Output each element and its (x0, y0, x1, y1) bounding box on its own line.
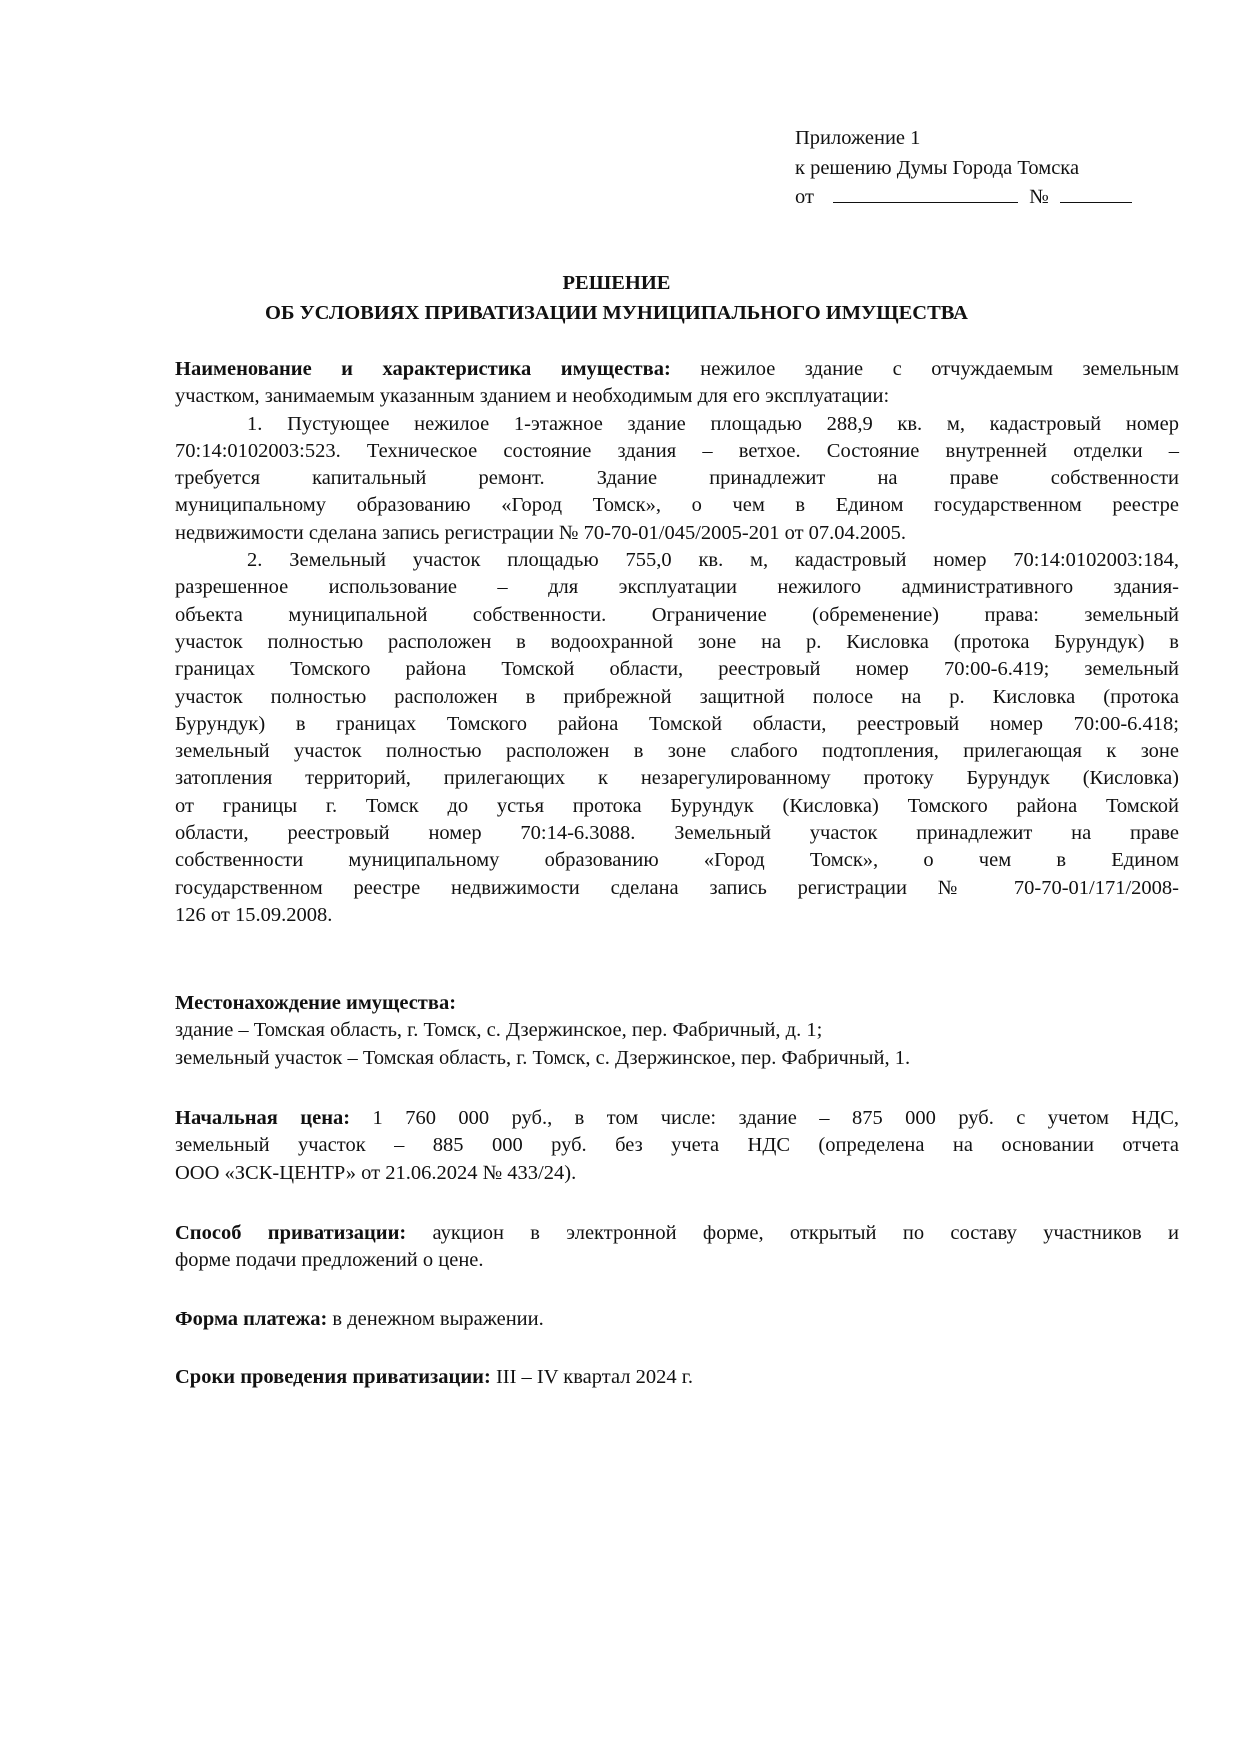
number-label: № (1029, 186, 1049, 208)
from-label: от (795, 186, 814, 208)
terms-label: Сроки проведения приватизации: (175, 1366, 491, 1388)
item1-line: 70:14:0102003:523. Техническое состояние здания – ветхое. Состояние внутренней отделки – (175, 439, 1179, 462)
appendix-reference: к решению Думы Города Томска (795, 156, 1080, 179)
text: нежилое здание с отчуждаемым земельным (670, 358, 1180, 380)
terms-section (175, 1364, 1179, 1391)
property-intro-line: участком, занимаемым указанным зданием и необходимым для его эксплуатации: (175, 385, 890, 408)
property-intro-line (175, 356, 1179, 383)
item2-line: участок полностью расположен в прибрежной защитной полосе на р. Кисловка (протока (175, 685, 1179, 708)
item2-line: от границы г. Томск до устья протока Бурундук (Кисловка) Томского района Томской (175, 794, 1179, 817)
location-section (175, 990, 1179, 1072)
item1-line: требуется капитальный ремонт. Здание принадлежит на праве собственности (175, 467, 1179, 490)
item2-line: 126 от 15.09.2008. (175, 903, 333, 926)
price-label: Начальная цена: (175, 1107, 351, 1129)
item2-line: затопления территорий, прилегающих к незарегулированному протоку Бурундук (Кисловка) (175, 767, 1179, 790)
item1-line: недвижимости сделана запись регистрации № 70-70-01/045/2005-201 от 07.04.2005. (175, 521, 907, 544)
method-section (175, 1220, 1179, 1275)
text: в денежном выражении. (327, 1308, 544, 1330)
location-building: здание – Томская область, г. Томск, с. Дзержинское, пер. Фабричный, д. 1; (175, 1019, 823, 1042)
appendix-date-number-line (795, 183, 1132, 213)
price-line: земельный участок – 885 000 руб. без учета НДС (определена на основании отчета (175, 1134, 1179, 1157)
payment-label: Форма платежа: (175, 1308, 328, 1330)
text: 1 760 000 руб., в том числе: здание – 875 000 руб. с учетом НДС, (350, 1107, 1179, 1129)
title-line-1: РЕШЕНИЕ (562, 272, 671, 294)
appendix-header (795, 124, 1132, 213)
terms-line (175, 1364, 1179, 1391)
document-title (0, 268, 1233, 328)
method-label: Способ приватизации: (175, 1222, 407, 1244)
location-land: земельный участок – Томская область, г. Томск, с. Дзержинское, пер. Фабричный, 1. (175, 1046, 911, 1069)
property-label: Наименование и характеристика имущества: (175, 358, 671, 380)
text: аукцион в электронной форме, открытый по составу участников и (406, 1222, 1179, 1244)
payment-section (175, 1306, 1179, 1333)
text: III – IV квартал 2024 г. (490, 1366, 693, 1388)
price-section (175, 1105, 1179, 1187)
number-blank (1060, 184, 1132, 203)
location-label: Местонахождение имущества: (175, 992, 457, 1014)
method-line (175, 1220, 1179, 1247)
method-line: форме подачи предложений о цене. (175, 1249, 484, 1272)
item1-line: 1. Пустующее нежилое 1-этажное здание площадью 288,9 кв. м, кадастровый номер (247, 412, 1179, 435)
item1-line: муниципальному образованию «Город Томск», о чем в Едином государственном реестре (175, 494, 1179, 517)
appendix-number: Приложение 1 (795, 127, 921, 149)
item2-line: разрешенное использование – для эксплуатации нежилого административного здания- (175, 576, 1179, 599)
payment-line (175, 1306, 1179, 1333)
price-line: ООО «ЗСК-ЦЕНТР» от 21.06.2024 № 433/24). (175, 1161, 577, 1184)
item2-line: Бурундук) в границах Томского района Томской области, реестровый номер 70:00-6.418; (175, 712, 1179, 735)
item2-line: государственном реестре недвижимости сделана запись регистрации № 70-70-01/171/2008- (175, 876, 1179, 899)
item2-line: собственности муниципальному образованию «Город Томск», о чем в Едином (175, 849, 1179, 872)
item2-line: участок полностью расположен в водоохранной зоне на р. Кисловка (протока Бурундук) в (175, 630, 1179, 653)
title-line-2: ОБ УСЛОВИЯХ ПРИВАТИЗАЦИИ МУНИЦИПАЛЬНОГО ИМУЩЕСТВА (265, 302, 968, 324)
item2-line: области, реестровый номер 70:14-6.3088. Земельный участок принадлежит на праве (175, 822, 1179, 845)
item2-line: границах Томского района Томской области, реестровый номер 70:00-6.419; земельный (175, 658, 1179, 681)
item2-line: 2. Земельный участок площадью 755,0 кв. м, кадастровый номер 70:14:0102003:184, (247, 549, 1179, 572)
property-section (175, 356, 1179, 929)
item2-line: земельный участок полностью расположен в зоне слабого подтопления, прилегающая к зоне (175, 740, 1179, 763)
date-blank (833, 184, 1018, 203)
item2-line: объекта муниципальной собственности. Ограничение (обременение) права: земельный (175, 603, 1179, 626)
price-line (175, 1105, 1179, 1132)
